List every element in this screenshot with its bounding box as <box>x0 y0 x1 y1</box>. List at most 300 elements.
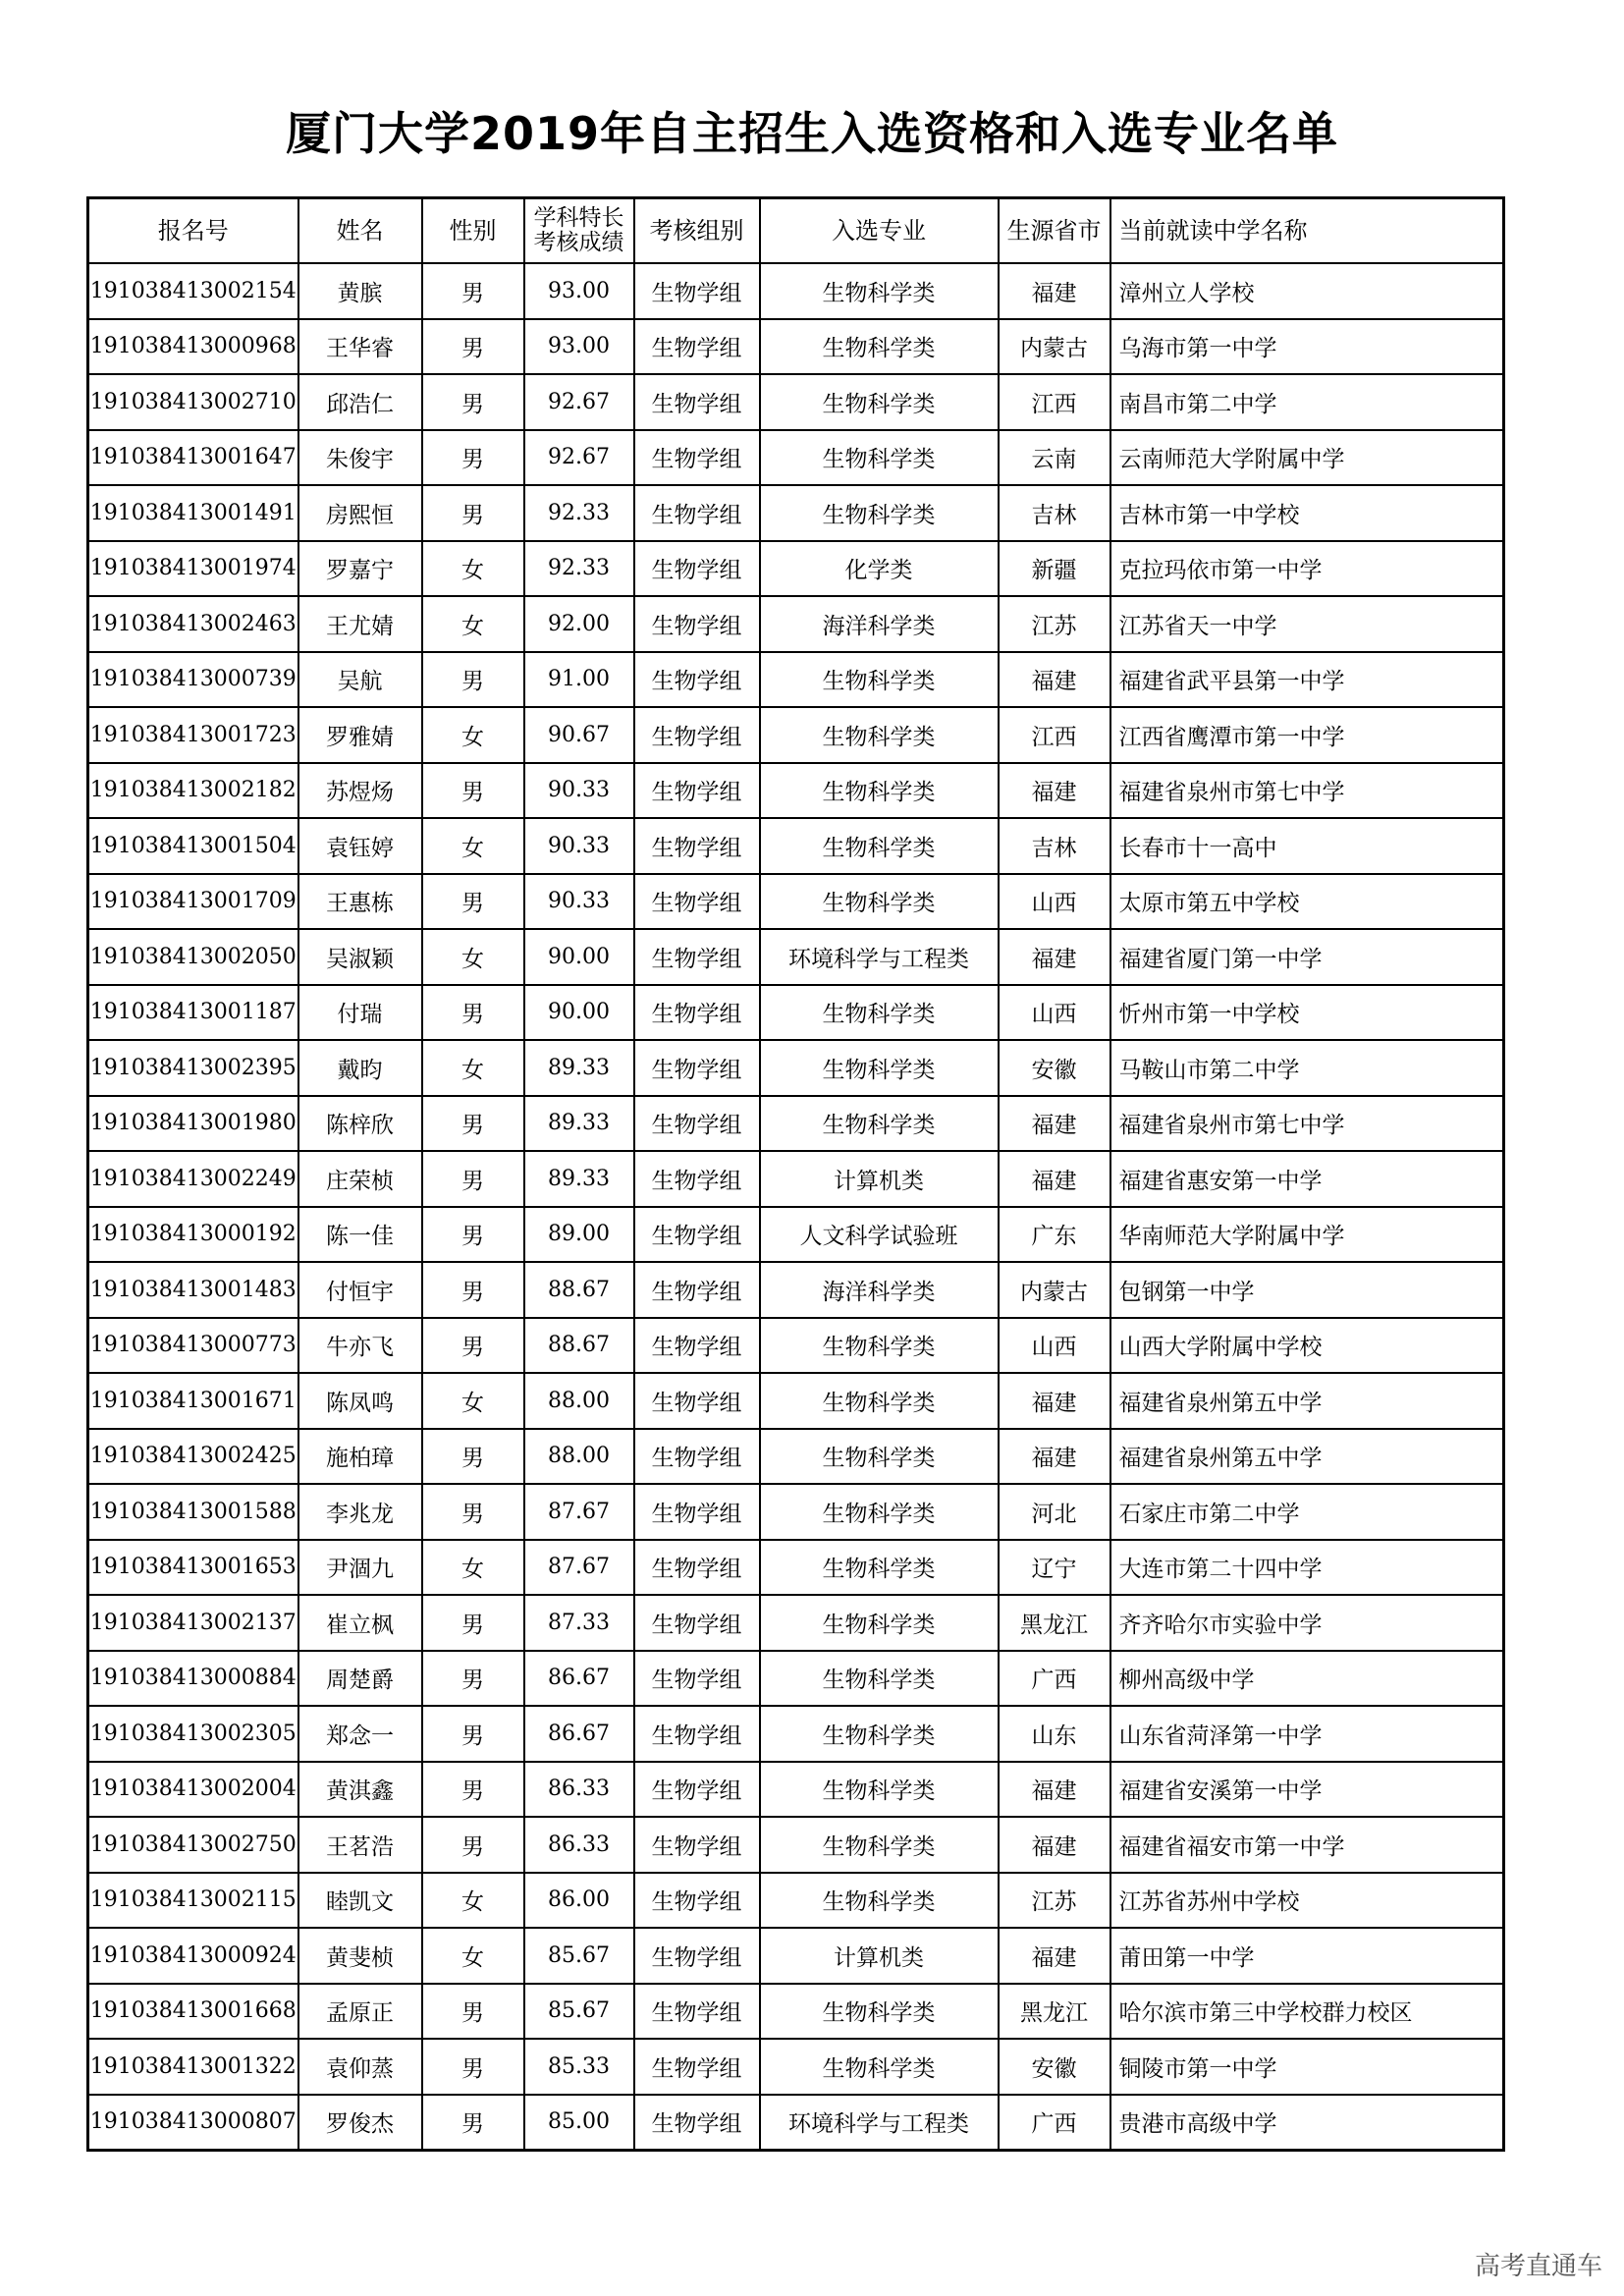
cell-name: 周楚爵 <box>298 1651 422 1707</box>
cell-group: 生物学组 <box>634 1373 760 1429</box>
table-row <box>88 1928 1504 1984</box>
cell-school: 齐齐哈尔市实验中学 <box>1110 1595 1504 1651</box>
cell-group: 生物学组 <box>634 2039 760 2095</box>
cell-id: 191038413000968 <box>88 319 298 375</box>
cell-name: 付瑞 <box>298 985 422 1041</box>
cell-score: 89.00 <box>524 1207 634 1263</box>
cell-name: 戴昀 <box>298 1040 422 1096</box>
cell-score: 88.67 <box>524 1262 634 1318</box>
cell-gender: 女 <box>422 1040 524 1096</box>
cell-province: 福建 <box>999 1151 1110 1207</box>
cell-group: 生物学组 <box>634 707 760 763</box>
table-row <box>88 430 1504 486</box>
cell-school: 江西省鹰潭市第一中学 <box>1110 707 1504 763</box>
cell-id: 191038413002425 <box>88 1429 298 1485</box>
cell-score: 92.33 <box>524 485 634 541</box>
cell-province: 辽宁 <box>999 1540 1110 1596</box>
cell-school: 忻州市第一中学校 <box>1110 985 1504 1041</box>
cell-school: 山东省菏泽第一中学 <box>1110 1706 1504 1762</box>
cell-id: 191038413002395 <box>88 1040 298 1096</box>
cell-group: 生物学组 <box>634 1706 760 1762</box>
cell-province: 吉林 <box>999 818 1110 874</box>
cell-school: 福建省武平县第一中学 <box>1110 652 1504 708</box>
cell-id: 191038413002004 <box>88 1762 298 1818</box>
cell-province: 福建 <box>999 652 1110 708</box>
cell-id: 191038413001668 <box>88 1984 298 2040</box>
cell-id: 191038413000739 <box>88 652 298 708</box>
cell-score: 92.33 <box>524 541 634 597</box>
cell-score: 88.00 <box>524 1373 634 1429</box>
cell-province: 云南 <box>999 430 1110 486</box>
cell-major: 生物科学类 <box>760 1595 999 1651</box>
cell-gender: 男 <box>422 485 524 541</box>
cell-group: 生物学组 <box>634 1318 760 1374</box>
cell-province: 福建 <box>999 929 1110 985</box>
cell-major: 生物科学类 <box>760 319 999 375</box>
cell-group: 生物学组 <box>634 2095 760 2151</box>
cell-gender: 男 <box>422 319 524 375</box>
cell-school: 福建省安溪第一中学 <box>1110 1762 1504 1818</box>
table-row <box>88 1207 1504 1263</box>
cell-gender: 男 <box>422 985 524 1041</box>
cell-province: 安徽 <box>999 1040 1110 1096</box>
cell-name: 苏煜炀 <box>298 763 422 819</box>
cell-id: 191038413001504 <box>88 818 298 874</box>
header-score <box>524 198 634 264</box>
cell-school: 石家庄市第二中学 <box>1110 1484 1504 1540</box>
cell-province: 黑龙江 <box>999 1984 1110 2040</box>
cell-group: 生物学组 <box>634 319 760 375</box>
table-row <box>88 1595 1504 1651</box>
cell-gender: 男 <box>422 652 524 708</box>
cell-score: 87.67 <box>524 1540 634 1596</box>
cell-province: 山西 <box>999 874 1110 930</box>
cell-major: 生物科学类 <box>760 1873 999 1929</box>
cell-group: 生物学组 <box>634 485 760 541</box>
cell-name: 朱俊宇 <box>298 430 422 486</box>
cell-id: 191038413001588 <box>88 1484 298 1540</box>
cell-school: 吉林市第一中学校 <box>1110 485 1504 541</box>
cell-group: 生物学组 <box>634 818 760 874</box>
cell-id: 191038413001671 <box>88 1373 298 1429</box>
cell-school: 大连市第二十四中学 <box>1110 1540 1504 1596</box>
cell-id: 191038413000192 <box>88 1207 298 1263</box>
cell-province: 福建 <box>999 1096 1110 1152</box>
cell-province: 内蒙古 <box>999 319 1110 375</box>
header-score-line2: 考核成绩 <box>533 230 624 255</box>
cell-score: 87.67 <box>524 1484 634 1540</box>
cell-major: 生物科学类 <box>760 1762 999 1818</box>
cell-school: 哈尔滨市第三中学校群力校区 <box>1110 1984 1504 2040</box>
cell-name: 王尤婧 <box>298 596 422 652</box>
cell-id: 191038413001709 <box>88 874 298 930</box>
header-major: 入选专业 <box>760 198 999 264</box>
table-row <box>88 985 1504 1041</box>
cell-major: 生物科学类 <box>760 1318 999 1374</box>
cell-gender: 男 <box>422 1595 524 1651</box>
table-row <box>88 1540 1504 1596</box>
cell-province: 福建 <box>999 1373 1110 1429</box>
cell-school: 乌海市第一中学 <box>1110 319 1504 375</box>
cell-gender: 男 <box>422 1817 524 1873</box>
cell-province: 新疆 <box>999 541 1110 597</box>
cell-score: 85.00 <box>524 2095 634 2151</box>
table-row <box>88 1706 1504 1762</box>
cell-gender: 男 <box>422 430 524 486</box>
cell-school: 克拉玛依市第一中学 <box>1110 541 1504 597</box>
table-row <box>88 2039 1504 2095</box>
table-row <box>88 707 1504 763</box>
cell-id: 191038413001322 <box>88 2039 298 2095</box>
cell-group: 生物学组 <box>634 985 760 1041</box>
cell-group: 生物学组 <box>634 430 760 486</box>
cell-province: 福建 <box>999 1817 1110 1873</box>
cell-gender: 女 <box>422 818 524 874</box>
cell-province: 江西 <box>999 707 1110 763</box>
cell-gender: 女 <box>422 596 524 652</box>
cell-id: 191038413002182 <box>88 763 298 819</box>
table-row <box>88 1484 1504 1540</box>
cell-province: 吉林 <box>999 485 1110 541</box>
cell-major: 环境科学与工程类 <box>760 929 999 985</box>
cell-name: 吴航 <box>298 652 422 708</box>
table-row <box>88 1984 1504 2040</box>
cell-province: 河北 <box>999 1484 1110 1540</box>
cell-school: 福建省泉州市第七中学 <box>1110 763 1504 819</box>
cell-major: 生物科学类 <box>760 485 999 541</box>
header-school: 当前就读中学名称 <box>1110 198 1504 264</box>
cell-province: 安徽 <box>999 2039 1110 2095</box>
cell-name: 袁仰蒸 <box>298 2039 422 2095</box>
cell-major: 生物科学类 <box>760 1096 999 1152</box>
cell-group: 生物学组 <box>634 1873 760 1929</box>
table-row <box>88 1873 1504 1929</box>
cell-score: 86.33 <box>524 1817 634 1873</box>
cell-province: 福建 <box>999 1928 1110 1984</box>
cell-name: 牛亦飞 <box>298 1318 422 1374</box>
cell-name: 黄膑 <box>298 263 422 319</box>
cell-major: 计算机类 <box>760 1928 999 1984</box>
cell-group: 生物学组 <box>634 652 760 708</box>
cell-major: 生物科学类 <box>760 874 999 930</box>
cell-group: 生物学组 <box>634 596 760 652</box>
cell-score: 91.00 <box>524 652 634 708</box>
cell-province: 广西 <box>999 2095 1110 2151</box>
cell-score: 86.00 <box>524 1873 634 1929</box>
table-row <box>88 263 1504 319</box>
cell-gender: 女 <box>422 929 524 985</box>
cell-group: 生物学组 <box>634 1207 760 1263</box>
cell-name: 房熙恒 <box>298 485 422 541</box>
table-row <box>88 1040 1504 1096</box>
cell-name: 罗嘉宁 <box>298 541 422 597</box>
cell-major: 生物科学类 <box>760 1484 999 1540</box>
table-row <box>88 1262 1504 1318</box>
cell-province: 山西 <box>999 985 1110 1041</box>
table-row <box>88 652 1504 708</box>
cell-school: 云南师范大学附属中学 <box>1110 430 1504 486</box>
cell-score: 85.67 <box>524 1984 634 2040</box>
cell-score: 90.33 <box>524 874 634 930</box>
cell-major: 生物科学类 <box>760 985 999 1041</box>
cell-school: 江苏省天一中学 <box>1110 596 1504 652</box>
cell-major: 海洋科学类 <box>760 1262 999 1318</box>
cell-gender: 男 <box>422 1429 524 1485</box>
cell-gender: 男 <box>422 1984 524 2040</box>
cell-province: 江苏 <box>999 596 1110 652</box>
cell-name: 罗俊杰 <box>298 2095 422 2151</box>
cell-score: 86.67 <box>524 1706 634 1762</box>
cell-id: 191038413000773 <box>88 1318 298 1374</box>
cell-name: 陈一佳 <box>298 1207 422 1263</box>
cell-major: 生物科学类 <box>760 1373 999 1429</box>
cell-score: 92.00 <box>524 596 634 652</box>
cell-name: 吴淑颖 <box>298 929 422 985</box>
cell-id: 191038413002050 <box>88 929 298 985</box>
table-row <box>88 541 1504 597</box>
header-gender: 性别 <box>422 198 524 264</box>
cell-id: 191038413002710 <box>88 374 298 430</box>
cell-group: 生物学组 <box>634 1540 760 1596</box>
cell-group: 生物学组 <box>634 1151 760 1207</box>
cell-gender: 男 <box>422 1318 524 1374</box>
cell-school: 长春市十一高中 <box>1110 818 1504 874</box>
cell-name: 袁钰婷 <box>298 818 422 874</box>
table-row <box>88 485 1504 541</box>
cell-gender: 女 <box>422 1540 524 1596</box>
cell-group: 生物学组 <box>634 1040 760 1096</box>
cell-province: 江西 <box>999 374 1110 430</box>
cell-score: 92.67 <box>524 374 634 430</box>
cell-id: 191038413001653 <box>88 1540 298 1596</box>
cell-major: 生物科学类 <box>760 374 999 430</box>
cell-group: 生物学组 <box>634 263 760 319</box>
table-row <box>88 1762 1504 1818</box>
cell-id: 191038413001483 <box>88 1262 298 1318</box>
cell-gender: 女 <box>422 707 524 763</box>
cell-school: 江苏省苏州中学校 <box>1110 1873 1504 1929</box>
cell-gender: 男 <box>422 1207 524 1263</box>
cell-group: 生物学组 <box>634 1762 760 1818</box>
table-row <box>88 319 1504 375</box>
cell-score: 89.33 <box>524 1040 634 1096</box>
cell-name: 郑念一 <box>298 1706 422 1762</box>
cell-name: 庄荣桢 <box>298 1151 422 1207</box>
cell-major: 计算机类 <box>760 1151 999 1207</box>
cell-major: 生物科学类 <box>760 430 999 486</box>
cell-province: 广东 <box>999 1207 1110 1263</box>
cell-gender: 女 <box>422 1373 524 1429</box>
cell-group: 生物学组 <box>634 1651 760 1707</box>
cell-province: 福建 <box>999 1429 1110 1485</box>
cell-score: 92.67 <box>524 430 634 486</box>
cell-score: 90.00 <box>524 985 634 1041</box>
cell-name: 施柏璋 <box>298 1429 422 1485</box>
cell-name: 陈梓欣 <box>298 1096 422 1152</box>
table-row <box>88 763 1504 819</box>
cell-major: 环境科学与工程类 <box>760 2095 999 2151</box>
cell-school: 马鞍山市第二中学 <box>1110 1040 1504 1096</box>
cell-gender: 女 <box>422 1873 524 1929</box>
cell-score: 90.33 <box>524 818 634 874</box>
cell-score: 93.00 <box>524 319 634 375</box>
cell-major: 生物科学类 <box>760 1540 999 1596</box>
cell-score: 86.33 <box>524 1762 634 1818</box>
cell-major: 生物科学类 <box>760 1040 999 1096</box>
table-row <box>88 596 1504 652</box>
cell-name: 陈凤鸣 <box>298 1373 422 1429</box>
header-group: 考核组别 <box>634 198 760 264</box>
cell-name: 尹涸九 <box>298 1540 422 1596</box>
cell-province: 江苏 <box>999 1873 1110 1929</box>
cell-id: 191038413002463 <box>88 596 298 652</box>
cell-group: 生物学组 <box>634 1984 760 2040</box>
header-name: 姓名 <box>298 198 422 264</box>
cell-name: 邱浩仁 <box>298 374 422 430</box>
cell-id: 191038413001974 <box>88 541 298 597</box>
cell-major: 化学类 <box>760 541 999 597</box>
cell-score: 86.67 <box>524 1651 634 1707</box>
table-row <box>88 374 1504 430</box>
cell-id: 191038413001187 <box>88 985 298 1041</box>
cell-province: 福建 <box>999 263 1110 319</box>
cell-gender: 男 <box>422 2039 524 2095</box>
cell-name: 王茗浩 <box>298 1817 422 1873</box>
cell-name: 睦凯文 <box>298 1873 422 1929</box>
cell-gender: 女 <box>422 541 524 597</box>
table-row <box>88 1096 1504 1152</box>
cell-score: 85.67 <box>524 1928 634 1984</box>
cell-school: 南昌市第二中学 <box>1110 374 1504 430</box>
cell-name: 王惠栋 <box>298 874 422 930</box>
cell-major: 生物科学类 <box>760 763 999 819</box>
cell-score: 93.00 <box>524 263 634 319</box>
cell-group: 生物学组 <box>634 1429 760 1485</box>
cell-province: 黑龙江 <box>999 1595 1110 1651</box>
cell-group: 生物学组 <box>634 1096 760 1152</box>
cell-group: 生物学组 <box>634 929 760 985</box>
cell-school: 漳州立人学校 <box>1110 263 1504 319</box>
cell-id: 191038413002115 <box>88 1873 298 1929</box>
header-id: 报名号 <box>88 198 298 264</box>
cell-school: 福建省泉州第五中学 <box>1110 1429 1504 1485</box>
cell-score: 85.33 <box>524 2039 634 2095</box>
cell-id: 191038413001723 <box>88 707 298 763</box>
cell-id: 191038413001980 <box>88 1096 298 1152</box>
cell-major: 生物科学类 <box>760 652 999 708</box>
cell-school: 福建省福安市第一中学 <box>1110 1817 1504 1873</box>
cell-gender: 女 <box>422 1928 524 1984</box>
cell-gender: 男 <box>422 263 524 319</box>
cell-province: 福建 <box>999 763 1110 819</box>
cell-name: 黄淇鑫 <box>298 1762 422 1818</box>
table-row <box>88 2095 1504 2151</box>
cell-name: 付恒宇 <box>298 1262 422 1318</box>
cell-score: 90.00 <box>524 929 634 985</box>
cell-province: 广西 <box>999 1651 1110 1707</box>
admission-table <box>86 196 1505 2152</box>
cell-group: 生物学组 <box>634 1928 760 1984</box>
page-title: 厦门大学2019年自主招生入选资格和入选专业名单 <box>285 107 1339 160</box>
cell-school: 太原市第五中学校 <box>1110 874 1504 930</box>
cell-score: 89.33 <box>524 1096 634 1152</box>
cell-gender: 男 <box>422 1706 524 1762</box>
table-row <box>88 929 1504 985</box>
cell-name: 王华睿 <box>298 319 422 375</box>
cell-id: 191038413000807 <box>88 2095 298 2151</box>
table-row <box>88 1651 1504 1707</box>
cell-major: 生物科学类 <box>760 707 999 763</box>
cell-id: 191038413000884 <box>88 1651 298 1707</box>
header-province: 生源省市 <box>999 198 1110 264</box>
cell-province: 内蒙古 <box>999 1262 1110 1318</box>
cell-id: 191038413002305 <box>88 1706 298 1762</box>
cell-id: 191038413002750 <box>88 1817 298 1873</box>
table-row <box>88 1429 1504 1485</box>
cell-group: 生物学组 <box>634 374 760 430</box>
cell-major: 生物科学类 <box>760 1706 999 1762</box>
table-row <box>88 818 1504 874</box>
cell-major: 生物科学类 <box>760 2039 999 2095</box>
cell-gender: 男 <box>422 1484 524 1540</box>
cell-id: 191038413001491 <box>88 485 298 541</box>
cell-school: 华南师范大学附属中学 <box>1110 1207 1504 1263</box>
cell-group: 生物学组 <box>634 1595 760 1651</box>
table-row <box>88 1151 1504 1207</box>
cell-group: 生物学组 <box>634 1262 760 1318</box>
cell-score: 90.67 <box>524 707 634 763</box>
cell-major: 生物科学类 <box>760 1429 999 1485</box>
cell-major: 海洋科学类 <box>760 596 999 652</box>
cell-score: 88.67 <box>524 1318 634 1374</box>
table-row <box>88 1817 1504 1873</box>
cell-school: 铜陵市第一中学 <box>1110 2039 1504 2095</box>
cell-major: 生物科学类 <box>760 263 999 319</box>
cell-name: 罗雅婧 <box>298 707 422 763</box>
cell-school: 福建省厦门第一中学 <box>1110 929 1504 985</box>
cell-province: 山西 <box>999 1318 1110 1374</box>
table-row <box>88 1373 1504 1429</box>
cell-gender: 男 <box>422 1151 524 1207</box>
cell-school: 福建省泉州第五中学 <box>1110 1373 1504 1429</box>
cell-major: 人文科学试验班 <box>760 1207 999 1263</box>
cell-province: 福建 <box>999 1762 1110 1818</box>
cell-school: 包钢第一中学 <box>1110 1262 1504 1318</box>
cell-name: 黄斐桢 <box>298 1928 422 1984</box>
cell-score: 88.00 <box>524 1429 634 1485</box>
cell-gender: 男 <box>422 374 524 430</box>
cell-major: 生物科学类 <box>760 1984 999 2040</box>
cell-id: 191038413000924 <box>88 1928 298 1984</box>
cell-group: 生物学组 <box>634 541 760 597</box>
cell-group: 生物学组 <box>634 874 760 930</box>
cell-id: 191038413002249 <box>88 1151 298 1207</box>
cell-gender: 男 <box>422 1651 524 1707</box>
table-header-row <box>88 198 1504 264</box>
cell-id: 191038413002154 <box>88 263 298 319</box>
cell-province: 山东 <box>999 1706 1110 1762</box>
cell-id: 191038413002137 <box>88 1595 298 1651</box>
cell-score: 89.33 <box>524 1151 634 1207</box>
table-row <box>88 874 1504 930</box>
cell-group: 生物学组 <box>634 1817 760 1873</box>
cell-gender: 男 <box>422 1762 524 1818</box>
cell-major: 生物科学类 <box>760 818 999 874</box>
cell-score: 87.33 <box>524 1595 634 1651</box>
header-score-line1: 学科特长 <box>533 205 624 231</box>
cell-name: 李兆龙 <box>298 1484 422 1540</box>
cell-major: 生物科学类 <box>760 1817 999 1873</box>
